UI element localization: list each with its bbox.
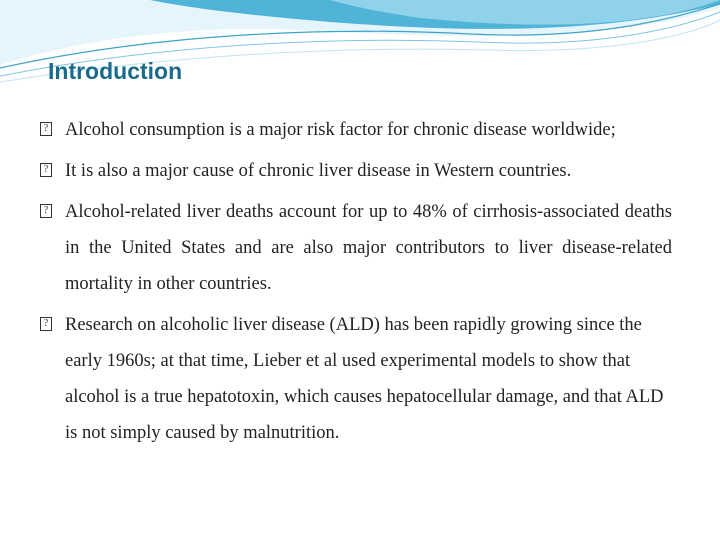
bullet-item — [40, 153, 672, 189]
bullet-item — [40, 112, 672, 148]
bullet-text: Alcohol-related liver deaths account for up to 48% of cirrhosis-associated deaths in the United States and are also major contributors to liver disease-related mortality in other countries. — [65, 202, 672, 294]
bullet-marker-icon: ? — [40, 122, 52, 136]
slide-title: Introduction — [48, 58, 183, 84]
bullet-text: Research on alcoholic liver disease (ALD) has been rapidly growing since the early 1960s; at that time, Lieber et al used experimental models to show that alcohol is a true hepatotoxin, which causes hepatocellular damage, and that ALD is not simply caused by malnutrition. — [65, 315, 664, 443]
bullet-marker-icon: ? — [40, 317, 52, 331]
bullet-text: It is also a major cause of chronic liver disease in Western countries. — [65, 161, 572, 181]
bullet-list — [40, 112, 672, 456]
bullet-text: Alcohol consumption is a major risk factor for chronic disease worldwide; — [65, 120, 616, 140]
bullet-item — [40, 307, 672, 451]
bullet-marker-icon: ? — [40, 163, 52, 177]
bullet-marker-icon: ? — [40, 204, 52, 218]
bullet-item — [40, 194, 672, 302]
